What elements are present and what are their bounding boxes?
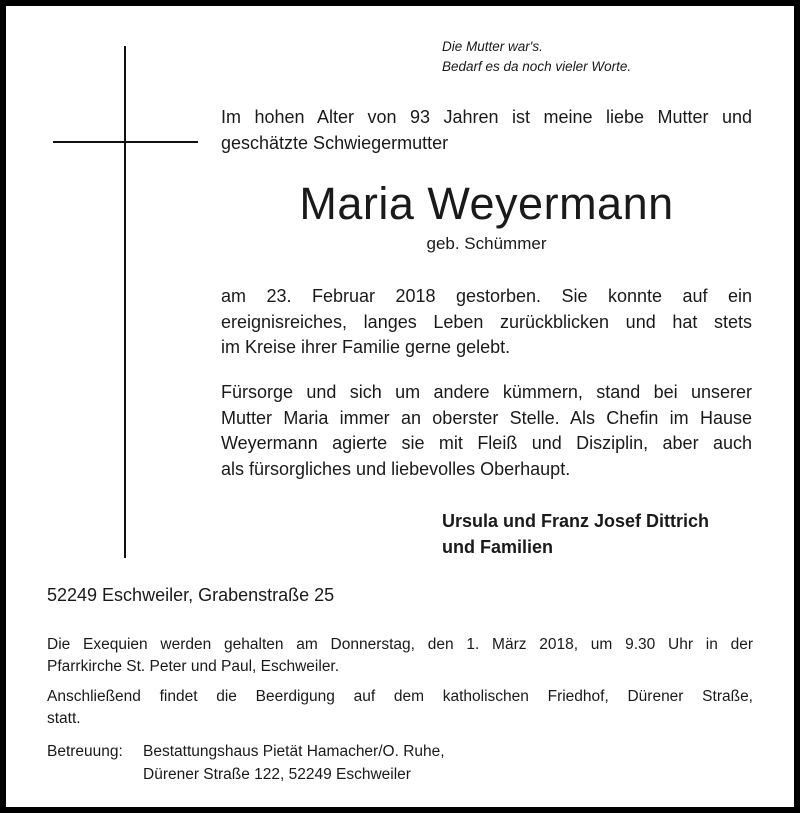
care-line-2: Mutter Maria immer an oberster Stelle. Als Chefin im Hause [221, 407, 752, 428]
death-line-2: ereignisreiches, langes Leben zurückblicken und hat stets [221, 311, 752, 332]
funeral-home-info [47, 740, 445, 786]
death-paragraph [221, 284, 752, 361]
burial-notice [47, 686, 753, 730]
death-line-3: im Kreise ihrer Familie gerne gelebt. [221, 337, 511, 357]
signature-line-1: Ursula und Franz Josef Dittrich [442, 511, 710, 531]
exequien-notice [47, 634, 753, 678]
cross-horizontal-bar [53, 141, 198, 143]
signature-block [442, 508, 709, 560]
intro-line-1: Im hohen Alter von 93 Jahren ist meine liebe Mutter und [221, 107, 752, 127]
cross-vertical-bar [124, 46, 126, 558]
funeral-home-name: Bestattungshaus Pietät Hamacher/O. Ruhe, [143, 743, 445, 760]
care-line-3: Weyermann agierte sie mit Fleiß und Disziplin, aber auch [221, 433, 752, 453]
quote-line-2: Bedarf es da noch vieler Worte. [442, 59, 632, 74]
exequien-line-1: Die Exequien werden gehalten am Donnerstag, den 1. März 2018, um 9.30 Uhr in der [47, 636, 753, 653]
care-paragraph [221, 380, 752, 482]
burial-line-2: statt. [47, 710, 81, 727]
signature-line-2: und Familien [442, 537, 554, 557]
funeral-home-address: Dürener Straße 122, 52249 Eschweiler [143, 766, 411, 783]
quote-line-1: Die Mutter war's. [442, 39, 543, 54]
care-line-4: als fürsorgliches und liebevolles Oberhaupt. [221, 458, 571, 479]
birth-name: geb. Schümmer [426, 234, 547, 253]
burial-line-1: Anschließend findet die Beerdigung auf dem katholischen Friedhof, Dürener Straße, [47, 688, 753, 705]
epigraph-quote [442, 37, 631, 77]
betreuung-label: Betreuung: [47, 743, 123, 760]
care-line-1: Fürsorge und sich um andere kümmern, stand bei unserer [221, 382, 752, 402]
intro-paragraph [221, 105, 752, 156]
mourner-address: 52249 Eschweiler, Grabenstraße 25 [47, 585, 335, 605]
intro-line-2: geschätzte Schwiegermutter [221, 132, 449, 153]
death-line-1: am 23. Februar 2018 gestorben. Sie konnte auf ein [221, 286, 752, 306]
deceased-name: Maria Weyermann [299, 178, 674, 229]
exequien-line-2: Pfarrkirche St. Peter und Paul, Eschweiler. [47, 658, 340, 675]
